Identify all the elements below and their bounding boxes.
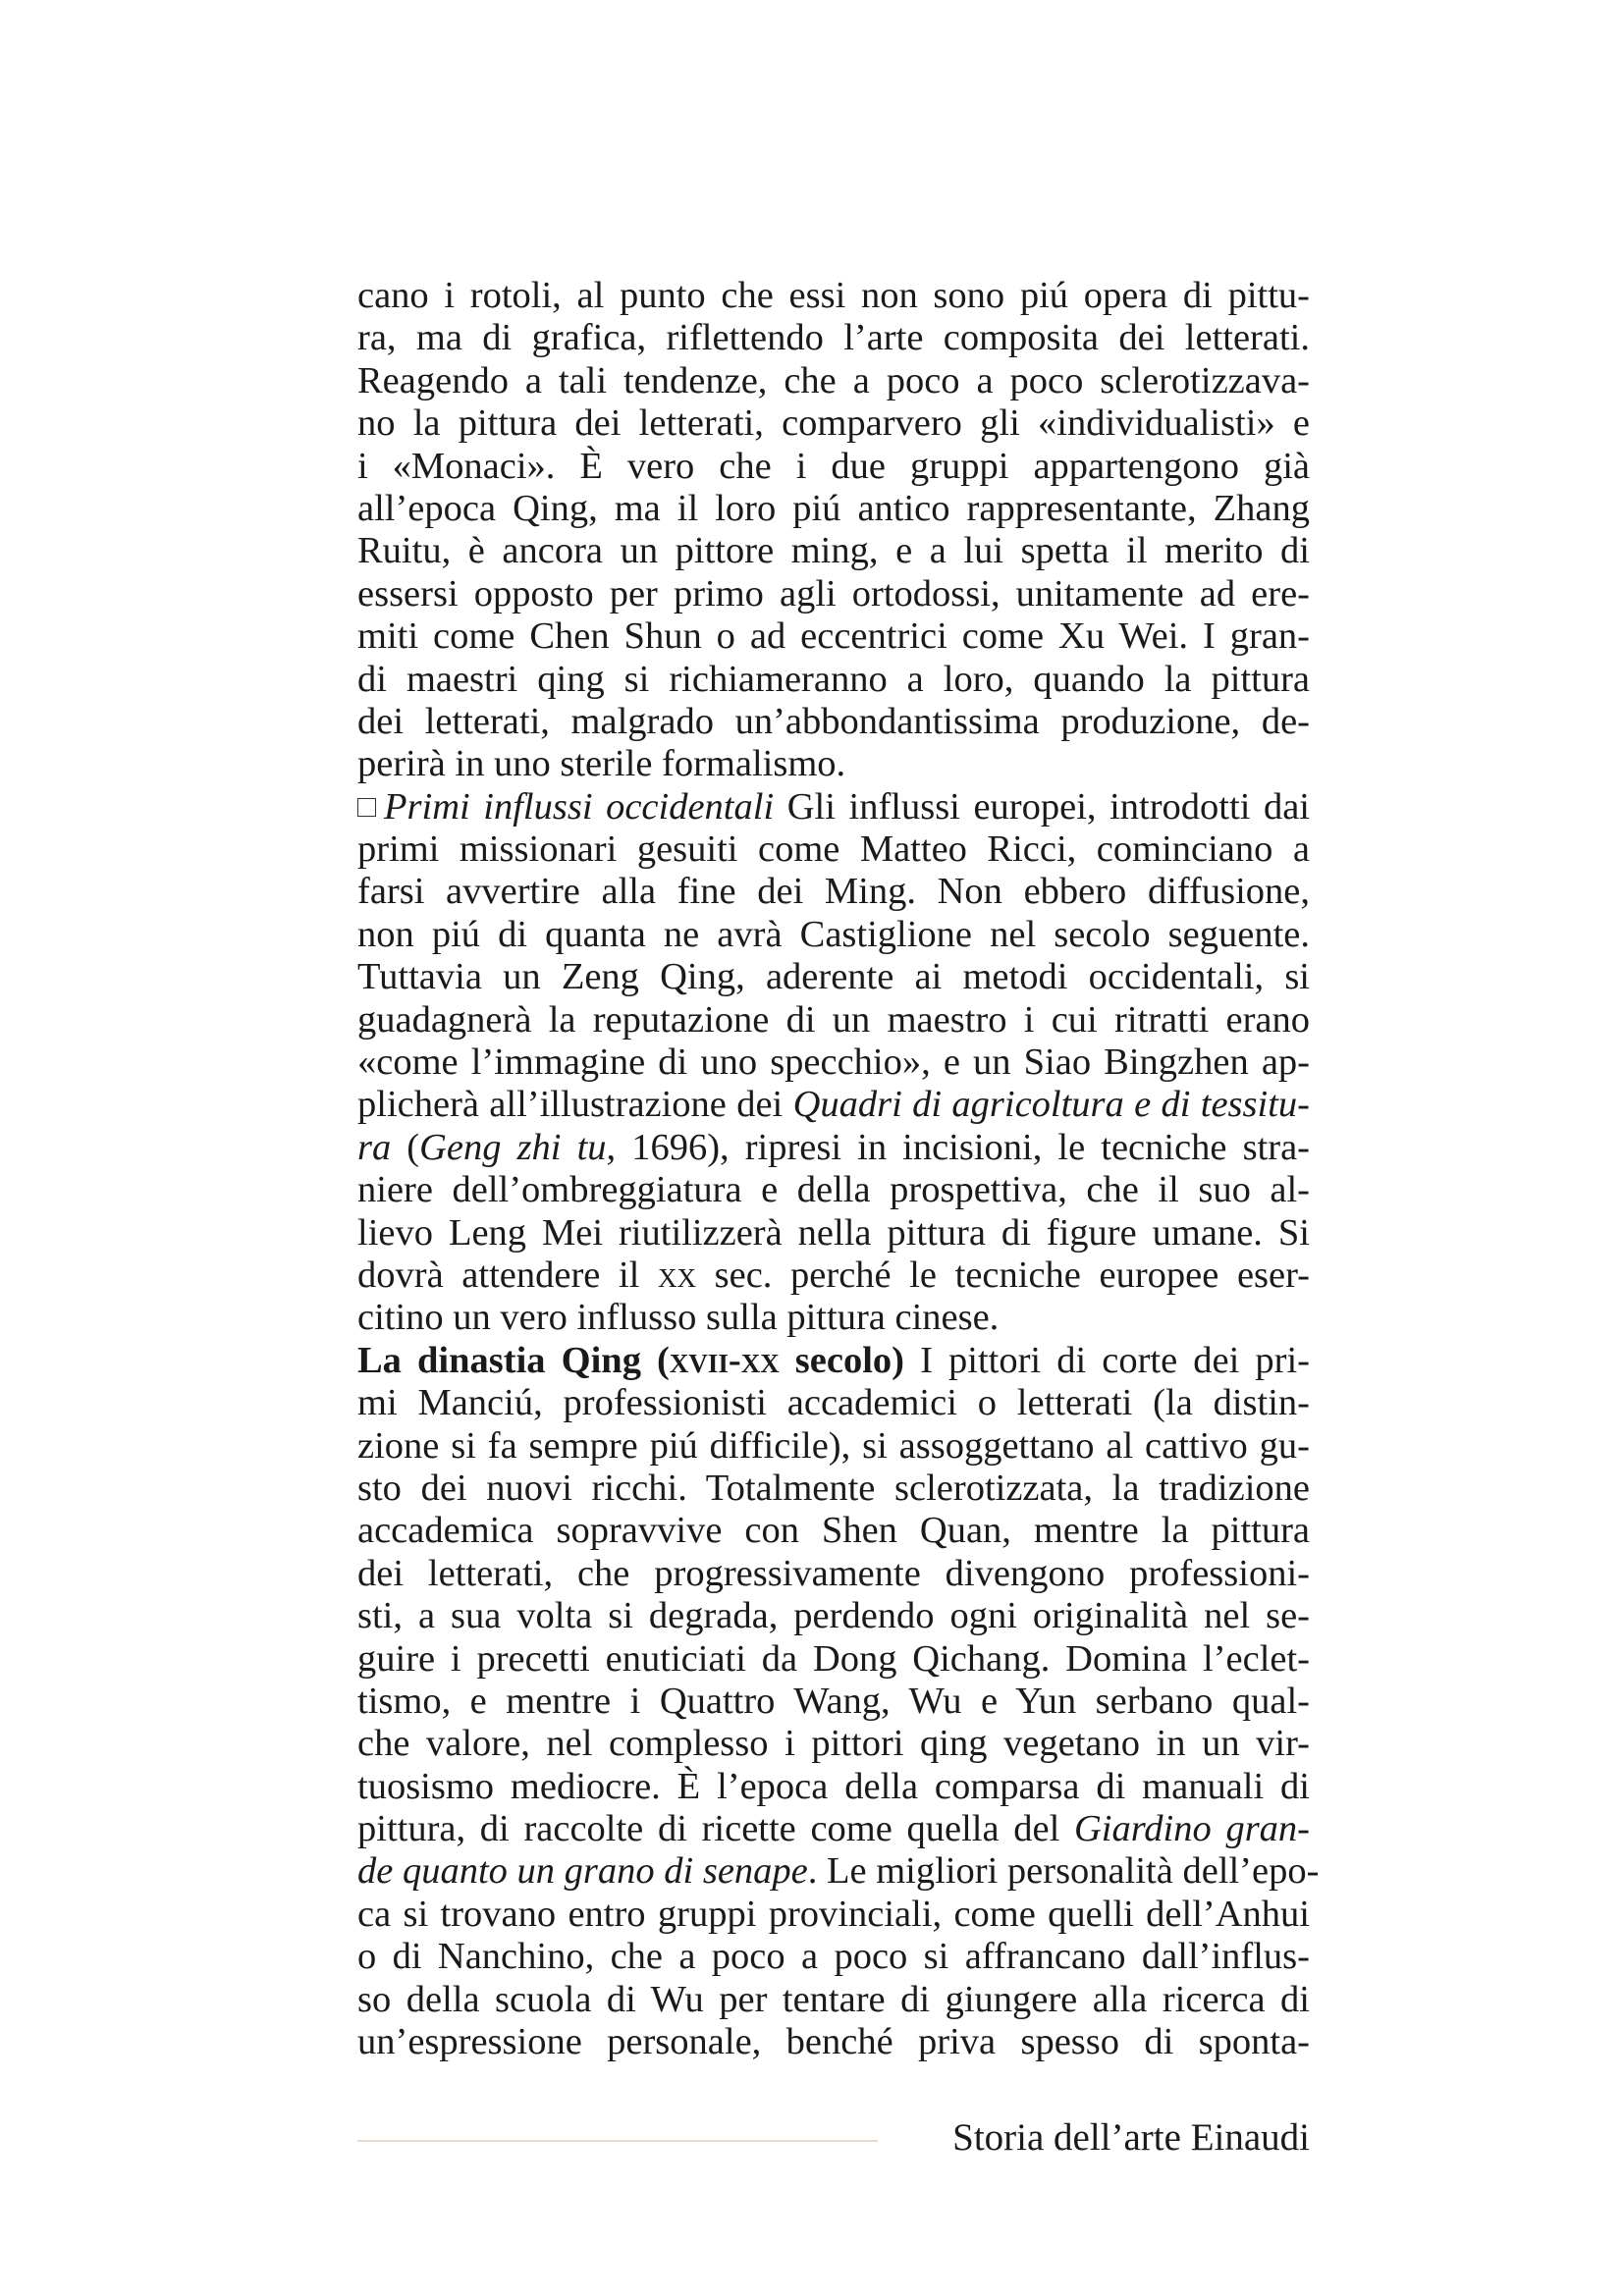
text-line: mi Manciú, professionisti accademici o letterati (la distin- xyxy=(357,1382,1310,1424)
heading-fragment: secolo) xyxy=(779,1339,904,1381)
text-line: non piú di quanta ne avrà Castiglione nel secolo seguente. xyxy=(357,913,1310,955)
body-text xyxy=(357,275,1320,2063)
text-line: farsi avvertire alla fine dei Ming. Non ebbero diffusione, xyxy=(357,871,1310,913)
text-line: tuosismo mediocre. È l’epoca della comparsa di manuali di xyxy=(357,1765,1310,1807)
section-heading-line xyxy=(357,786,1310,828)
text-line: accademica sopravvive con Shen Quan, mentre la pittura xyxy=(357,1510,1310,1552)
century-numeral: xx xyxy=(658,1254,696,1296)
text-line: ra, ma di grafica, riflettendo l’arte composita dei letterati. xyxy=(357,317,1310,359)
text-line xyxy=(357,1808,1310,1850)
text-fragment: dovrà attendere il xyxy=(357,1254,658,1296)
work-title: Quadri di agricoltura e di tessitu- xyxy=(792,1084,1310,1126)
text-line: miti come Chen Shun o ad eccentrici come Xu Wei. I gran- xyxy=(357,615,1310,658)
work-title: de quanto un grano di senape xyxy=(357,1850,808,1893)
text-line: cano i rotoli, al punto che essi non sono piú opera di pittu- xyxy=(357,275,1310,316)
work-title: Giardino gran- xyxy=(1074,1808,1310,1850)
text-line: all’epoca Qing, ma il loro piú antico rappresentante, Zhang xyxy=(357,487,1310,529)
text-line: primi missionari gesuiti come Matteo Ricci, cominciano a xyxy=(357,828,1310,871)
text-line: so della scuola di Wu per tentare di giungere alla ricerca di xyxy=(357,1978,1310,2020)
text-fragment: . Le migliori personalità dell’epo- xyxy=(807,1850,1320,1893)
section-heading-line xyxy=(357,1340,1310,1382)
section-heading xyxy=(357,1340,904,1381)
text-fragment: , 1696), ripresi in incisioni, le tecniche stra- xyxy=(606,1126,1310,1168)
text-line: Ruitu, è ancora un pittore ming, e a lui spetta il merito di xyxy=(357,530,1310,572)
text-line xyxy=(357,1084,1310,1126)
text-line: sto dei nuovi ricchi. Totalmente sclerotizzata, la tradizione xyxy=(357,1467,1310,1509)
work-title: Geng zhi tu xyxy=(419,1126,607,1168)
text-line: dei letterati, che progressivamente divengono professioni- xyxy=(357,1552,1310,1594)
text-line xyxy=(357,1127,1310,1169)
heading-fragment: La dinastia Qing ( xyxy=(357,1339,670,1381)
text-line: guire i precetti enuticiati da Dong Qichang. Domina l’eclet- xyxy=(357,1637,1310,1680)
text-line: niere dell’ombreggiatura e della prospettiva, che il suo al- xyxy=(357,1169,1310,1211)
square-bullet-icon xyxy=(357,798,376,817)
century-numeral: xvii-xx xyxy=(669,1339,780,1381)
text-line: Tuttavia un Zeng Qing, aderente ai metodi occidentali, si xyxy=(357,956,1310,998)
text-line: Reagendo a tali tendenze, che a poco a poco sclerotizzava- xyxy=(357,359,1310,401)
text-line: i «Monaci». È vero che i due gruppi appartengono già xyxy=(357,445,1310,487)
text-fragment: plicherà all’illustrazione dei xyxy=(357,1084,793,1126)
footer-title: Storia dell’arte Einaudi xyxy=(952,2116,1310,2159)
text-fragment: I pittori di corte dei pri- xyxy=(903,1339,1310,1381)
text-line: citino un vero influsso sulla pittura cinese. xyxy=(357,1297,1000,1339)
text-fragment: ( xyxy=(391,1126,420,1168)
text-line: perirà in uno sterile formalismo. xyxy=(357,743,846,785)
work-title: ra xyxy=(357,1126,392,1168)
text-line: no la pittura dei letterati, comparvero gli «individualisti» e xyxy=(357,402,1310,445)
text-line: che valore, nel complesso i pittori qing vegetano in un vir- xyxy=(357,1723,1310,1765)
text-line: sti, a sua volta si degrada, perdendo ogni originalità nel se- xyxy=(357,1595,1310,1637)
text-line xyxy=(357,1255,1310,1297)
text-line: lievo Leng Mei riutilizzerà nella pittura di figure umane. Si xyxy=(357,1211,1310,1254)
text-line: ca si trovano entro gruppi provinciali, come quelli dell’Anhui xyxy=(357,1893,1310,1935)
text-line xyxy=(357,1850,1320,1893)
text-line: «come l’immagine di uno specchio», e un Siao Bingzhen ap- xyxy=(357,1041,1310,1084)
text-line: zione si fa sempre piú difficile), si assoggettano al cattivo gu- xyxy=(357,1424,1310,1467)
text-line: un’espressione personale, benché priva spesso di sponta- xyxy=(357,2021,1310,2063)
text-fragment: Gli influssi europei, introdotti dai xyxy=(774,785,1311,828)
text-fragment: sec. perché le tecniche europee eser- xyxy=(696,1254,1311,1296)
section-heading: Primi influssi occidentali xyxy=(384,785,775,828)
text-line: essersi opposto per primo agli ortodossi, unitamente ad ere- xyxy=(357,572,1310,614)
text-line: di maestri qing si richiameranno a loro, quando la pittura xyxy=(357,658,1310,700)
footer-divider xyxy=(357,2140,878,2142)
text-line: dei letterati, malgrado un’abbondantissima produzione, de- xyxy=(357,700,1310,742)
text-line: tismo, e mentre i Quattro Wang, Wu e Yun serbano qual- xyxy=(357,1680,1310,1722)
text-line: o di Nanchino, che a poco a poco si affrancano dall’influs- xyxy=(357,1936,1310,1978)
text-line: guadagnerà la reputazione di un maestro i cui ritratti erano xyxy=(357,998,1310,1041)
text-fragment: pittura, di raccolte di ricette come quella del xyxy=(357,1808,1074,1850)
